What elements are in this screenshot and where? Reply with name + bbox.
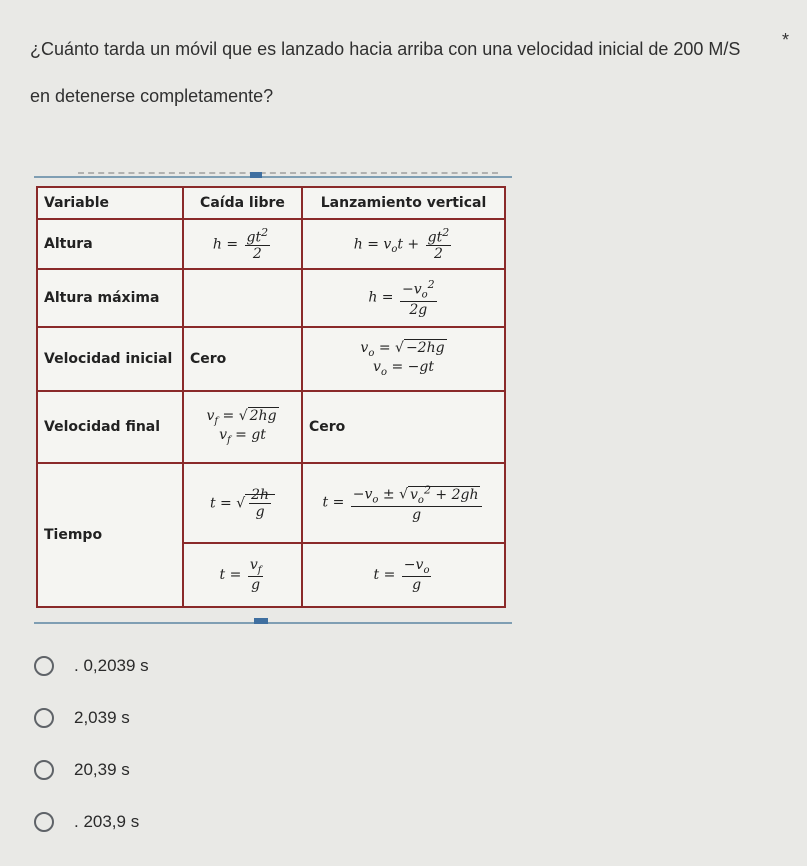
image-bottom-rule: [34, 622, 512, 624]
table-row: [37, 219, 505, 269]
row-label-altura: Altura: [37, 219, 183, 269]
option-203-9[interactable]: [34, 796, 149, 848]
image-top-mark: [250, 172, 262, 178]
option-0-2039[interactable]: [34, 640, 149, 692]
header-caida-libre: Caída libre: [183, 187, 302, 219]
image-header-strip: [78, 158, 498, 174]
required-asterisk: *: [782, 30, 790, 50]
formula-altura-ff: h = $\frac{gt^2}{2}$: [183, 219, 302, 269]
row-label-altura-maxima: Altura máxima: [37, 269, 183, 327]
option-label: . 203,9 s: [74, 812, 140, 831]
formula-velocidad-final-ff: $v_f$ = √ 2hg $v_f$ = gt: [183, 391, 302, 463]
row-label-tiempo: Tiempo: [37, 463, 183, 607]
formula-altura-lv: $h = v_ot$ + $\frac{gt^2}{2}$: [302, 219, 505, 269]
formula-velocidad-inicial-ff: Cero: [183, 327, 302, 391]
option-label: . 0,2039 s: [74, 656, 149, 675]
formula-altura-maxima-lv: h = $\frac{-v_o^2}{2g}$: [302, 269, 505, 327]
formula-altura-maxima-ff: [183, 269, 302, 327]
option-2-039[interactable]: [34, 692, 149, 744]
image-top-rule: [34, 176, 512, 178]
table-row: [37, 391, 505, 463]
radio-button[interactable]: [34, 760, 54, 780]
answer-options: [34, 640, 149, 848]
formulas-table: [36, 186, 506, 608]
formula-tiempo-lv-1: t = $\frac{-v_o \pm √ v_o^2 + 2gh}{g}$: [302, 463, 505, 543]
row-label-velocidad-inicial: Velocidad inicial: [37, 327, 183, 391]
table-row: [37, 269, 505, 327]
table-header-row: [37, 187, 505, 219]
formula-velocidad-final-lv: Cero: [302, 391, 505, 463]
formula-tiempo-ff-2: t = $\frac{v_f}{g}$: [183, 543, 302, 607]
option-label: 2,039 s: [74, 708, 130, 727]
row-label-velocidad-final: Velocidad final: [37, 391, 183, 463]
formula-tiempo-lv-2: t = $\frac{-v_o}{g}$: [302, 543, 505, 607]
header-variable: Variable: [37, 187, 183, 219]
table-row: [37, 327, 505, 391]
table-row: [37, 463, 505, 543]
radio-button[interactable]: [34, 656, 54, 676]
question-text: ¿Cuánto tarda un móvil que es lanzado hacia arriba con una velocidad inicial de 200 M/S en detenerse completamente?: [30, 39, 741, 106]
header-lanzamiento-vertical: Lanzamiento vertical: [302, 187, 505, 219]
option-20-39[interactable]: [34, 744, 149, 796]
option-label: 20,39 s: [74, 760, 130, 779]
radio-button[interactable]: [34, 708, 54, 728]
formula-tiempo-ff-1: t = √ $\frac{2h}{g}$: [183, 463, 302, 543]
image-bottom-mark: [254, 618, 268, 624]
radio-button[interactable]: [34, 812, 54, 832]
formula-velocidad-inicial-lv: $v_o$ = √ −2hg $v_o = -gt$: [302, 327, 505, 391]
